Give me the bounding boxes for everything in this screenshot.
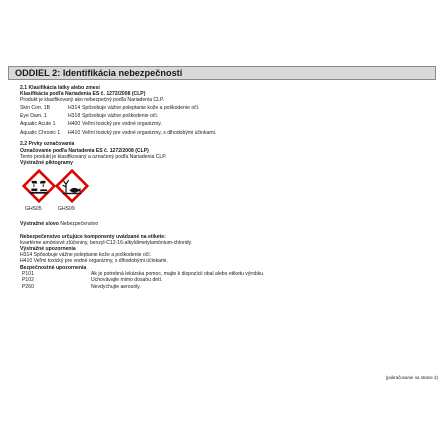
classification-code: H318 <box>68 113 81 119</box>
classification-class: Skin Corr. 1B <box>20 105 51 111</box>
classification-text: Spôsobuje vážne poškodenie očí. <box>82 113 159 119</box>
precaution-row <box>22 284 141 290</box>
precaution-code: P102 <box>22 277 34 283</box>
section-2-1-heading: 2.1 Klasifikácia látky alebo zmesi <box>20 85 100 91</box>
signal-word-row <box>20 221 98 227</box>
pictograms-label: Výstražné piktogramy <box>20 160 73 166</box>
precaution-text: Uchovávajte mimo dosahu detí. <box>91 277 163 283</box>
section-2-2-subheading: Označovanie podľa Nariadenia ES č. 1272/2008 (CLP) <box>20 148 149 154</box>
hazard-statement: H314 Spôsobuje vážne poleptanie kože a poškodenie očí. <box>20 252 152 258</box>
pictogram-code: GHS05 <box>25 206 42 212</box>
classification-row <box>20 113 159 119</box>
section-header: ODDIEL 2: Identifikácia nebezpečnosti <box>8 66 436 80</box>
components-label: Nebezpečenstvo určujúce komponenty uvádzané na etikete: <box>20 234 166 240</box>
continuation-note: (pokračovanie na strane 2) <box>385 375 438 380</box>
precautionary-statements-label: Bezpečnostné upozornenia <box>20 265 87 271</box>
precaution-code: P260 <box>22 284 34 290</box>
classification-row <box>20 130 217 136</box>
precaution-row <box>22 277 163 283</box>
components-text: kvartérne amóniové zlúčeniny, benzyl-C12-16-alkyldimetylamónium-chloridy <box>20 240 192 246</box>
hazard-statements-label: Výstražné upozornenia <box>20 246 76 252</box>
precaution-text: Ak je potrebná lekárska pomoc, majte k dispozícii obal alebo etiketu výrobku. <box>91 271 265 277</box>
signal-word: Nebezpečenstvo <box>60 221 99 227</box>
classification-code: H410 <box>68 130 81 136</box>
environment-pictogram-icon <box>55 169 89 203</box>
section-2-2-intro: Tento produkt je klasifikovaný a označený podľa Nariadenia CLP. <box>20 154 167 160</box>
section-2-2-heading: 2.2 Prvky označovania <box>20 141 75 147</box>
classification-text: Spôsobuje vážne poleptanie kože a poškodenie očí. <box>82 105 200 111</box>
classification-class: Aquatic Chronic 1 <box>20 130 61 136</box>
classification-row <box>20 105 200 111</box>
section-2-1-intro: Produkt je klasifikovaný ako nebezpečný podľa Nariadenia CLP. <box>20 97 165 103</box>
section-2-1-subheading: Klasifikácia podľa Nariadenia ES č. 1272/2008 (CLP) <box>20 91 146 97</box>
signal-word-label: Výstražné slovo <box>20 221 59 227</box>
hazard-statement: H410 Veľmi toxický pre vodné organizmy, s dlhodobými účinkami. <box>20 258 168 264</box>
classification-text: Veľmi toxický pre vodné organizmy, s dlhodobými účinkami. <box>82 130 217 136</box>
classification-code: H400 <box>68 121 81 127</box>
pictogram-code: GHS09 <box>58 206 75 212</box>
classification-row <box>20 121 162 127</box>
precaution-code: P101 <box>22 271 34 277</box>
classification-text: Veľmi toxický pre vodné organizmy. <box>82 121 162 127</box>
corrosion-pictogram-icon <box>22 169 56 203</box>
classification-class: Eye Dam. 1 <box>20 113 47 119</box>
classification-code: H314 <box>68 105 81 111</box>
classification-class: Aquatic Acute 1 <box>20 121 56 127</box>
precaution-text: Nevdychujte aerosóly. <box>91 284 141 290</box>
